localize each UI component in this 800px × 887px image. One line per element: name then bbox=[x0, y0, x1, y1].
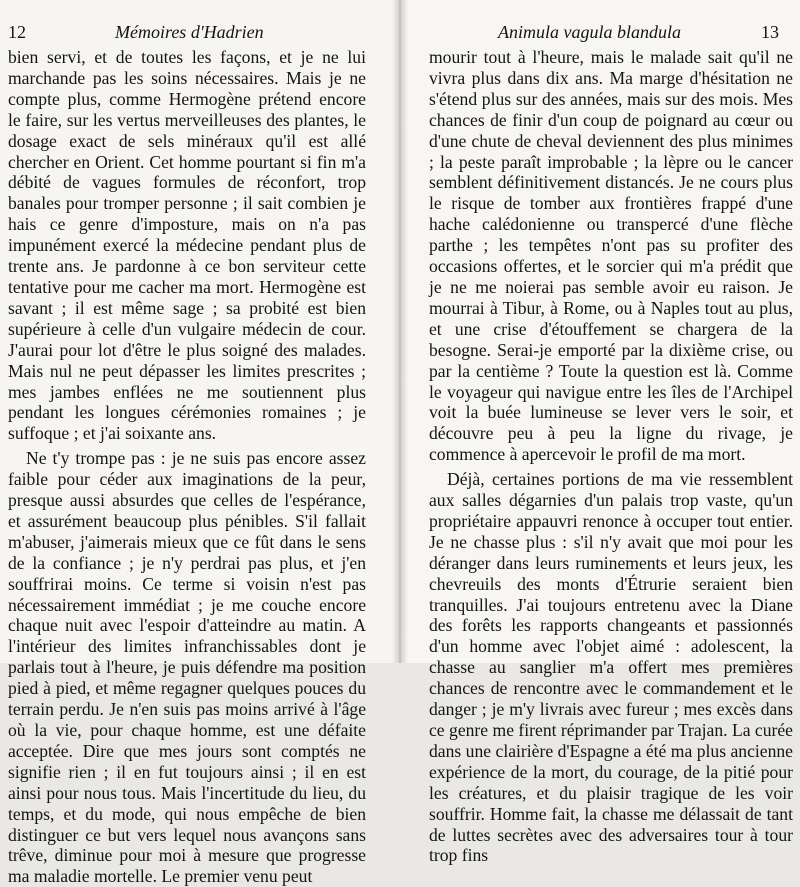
left-page-number: 12 bbox=[8, 22, 26, 42]
left-body-text bbox=[8, 47, 366, 887]
book-gutter bbox=[392, 0, 408, 663]
right-running-title: Animula vagula blandula bbox=[498, 22, 681, 42]
right-paragraph-2: Déjà, certaines portions de ma vie ressemblent aux salles dégarnies d'un palais trop vaste, qu'un propriétaire appauvri renonce à occuper tout entier. Je ne chasse plus : s'il n'y avait que moi pour les déranger dans leurs ruminements et leurs jeux, les chevreuils des monts d'Étrurie seraient bien tranquilles. J'ai toujours entretenu avec la Diane des forêts les rapports changeants et passionnés d'un homme avec l'objet aimé : adolescent, la chasse au sanglier m'a offert mes premières chances de rencontre avec le commandement et le danger ; je m'y livrais avec fureur ; mes excès dans ce genre me firent réprimander par Trajan. La curée dans une clairière d'Espagne a été ma plus ancienne expérience de la mort, du courage, de la pitié pour les créatures, et du plaisir tragique de les voir souffrir. Homme fait, la chasse me délassait de tant de luttes secrètes avec des adversaires tour à tour trop fins bbox=[429, 469, 793, 866]
left-page bbox=[0, 0, 398, 887]
right-page bbox=[402, 0, 800, 866]
left-paragraph-1: bien servi, et de toutes les façons, et je ne lui marchande pas les soins nécessaires. Mais je ne compte plus, comme Hermogène prétend encore le faire, sur les vertus merveilleuses des plantes, le dosage exact de sels minéraux qu'il est allé chercher en Orient. Cet homme pourtant si fin m'a débité de vagues formules de réconfort, trop banales pour tromper personne ; il sait combien je hais ce genre d'imposture, mais on n'a pas impunément exercé la médecine pendant plus de trente ans. Je pardonne à ce bon serviteur cette tentative pour me cacher ma mort. Hermogène est savant ; il est même sage ; sa probité est bien supérieure à celle d'un vulgaire médecin de cour. J'aurai pour lot d'être le plus soigné des malades. Mais nul ne peut dépasser les limites prescrites ; mes jambes enflées ne me soutiennent plus pendant les longues cérémonies romaines ; je suffoque ; et j'ai soixante ans. bbox=[8, 47, 366, 444]
left-paragraph-2: Ne t'y trompe pas : je ne suis pas encore assez faible pour céder aux imaginations de la peur, presque aussi absurdes que celles de l'espérance, et assurément beaucoup plus pénibles. S'il fallait m'abuser, j'aimerais mieux que ce fût dans le sens de la confiance ; je n'y perdrai pas plus, et j'en souffrirai moins. Ce terme si voisin n'est pas nécessairement immédiat ; je me couche encore chaque nuit avec l'espoir d'atteindre au matin. A l'intérieur des limites infranchissables dont je parlais tout à l'heure, je puis défendre ma position pied à pied, et même regagner quelques pouces du terrain perdu. Je n'en suis pas moins arrivé à l'âge où la vie, pour chaque homme, est une défaite acceptée. Dire que mes jours sont comptés ne signifie rien ; il en fut toujours ainsi ; il en est ainsi pour nous tous. Mais l'incertitude du lieu, du temps, et du mode, qui nous empêche de bien distinguer ce but vers lequel nous avançons sans trêve, diminue pour moi à mesure que progresse ma maladie mortelle. Le premier venu peut bbox=[8, 448, 366, 887]
right-page-number: 13 bbox=[761, 22, 779, 42]
right-body-text bbox=[429, 47, 793, 866]
left-running-title: Mémoires d'Hadrien bbox=[115, 22, 264, 42]
right-paragraph-1: mourir tout à l'heure, mais le malade sait qu'il ne vivra plus dans dix ans. Ma marge d'hésitation ne s'étend plus sur des années, mais sur des mois. Mes chances de finir d'un coup de poignard au cœur ou d'une chute de cheval deviennent des plus minimes ; la peste paraît improbable ; la lèpre ou le cancer semblent définitivement distancés. Je ne cours plus le risque de tomber aux frontières frappé d'une hache calédonienne ou transpercé d'une flèche parthe ; les tempêtes n'ont pas su profiter des occasions offertes, et le sorcier qui m'a prédit que je ne me noierai pas semble avoir eu raison. Je mourrai à Tibur, à Rome, ou à Naples tout au plus, et une crise d'étouffement se chargera de la besogne. Serai-je emporté par la dixième crise, ou par la centième ? Toute la question est là. Comme le voyageur qui navigue entre les îles de l'Archipel voit la buée lumineuse se lever vers le soir, et découvre peu à peu la ligne du rivage, je commence à apercevoir le profil de ma mort. bbox=[429, 47, 793, 465]
